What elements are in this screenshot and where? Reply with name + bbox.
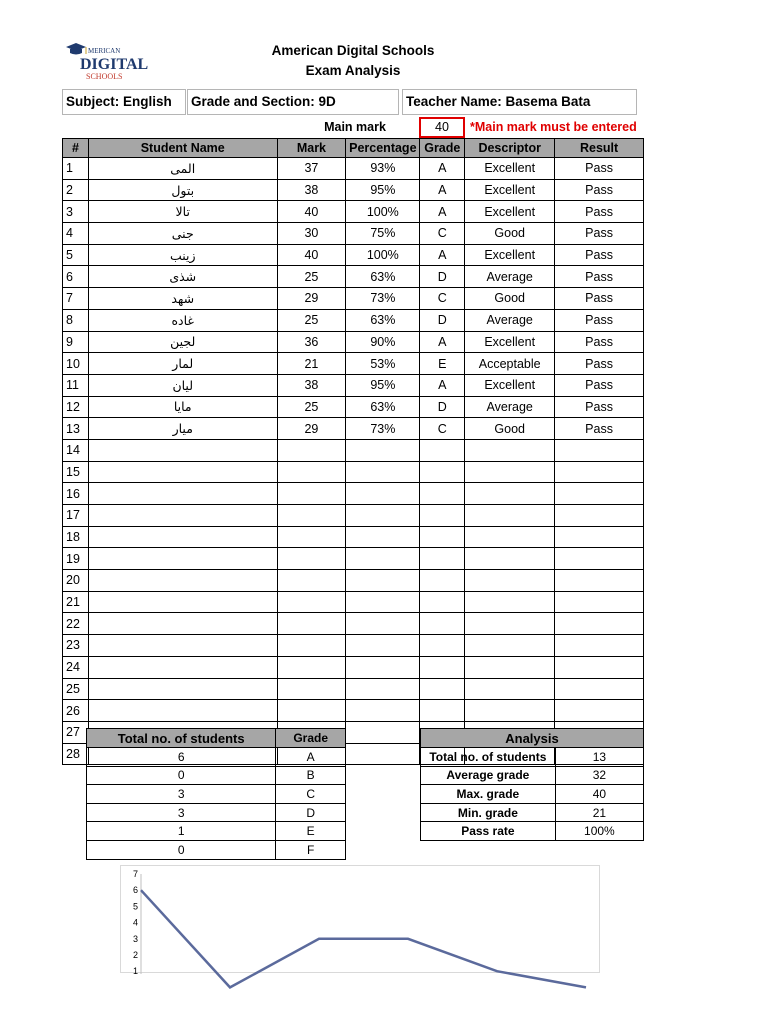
school-logo [64,42,149,82]
cell-student-name[interactable] [88,635,277,657]
table-row [63,570,644,592]
table-row [63,223,644,245]
cell-number[interactable]: 22 [63,613,89,635]
cell-number[interactable]: 19 [63,548,89,570]
analysis-label: Min. grade [421,803,556,822]
cell-student-name[interactable]: جنى [88,223,277,245]
cell-mark[interactable] [277,548,346,570]
table-row [63,374,644,396]
cell-grade[interactable]: A [420,331,465,353]
cell-number[interactable]: 21 [63,591,89,613]
cell-descriptor[interactable]: Excellent [465,331,555,353]
cell-number[interactable]: 26 [63,700,89,722]
cell-number[interactable]: 25 [63,678,89,700]
cell-grade[interactable] [420,678,465,700]
cell-grade[interactable]: D [420,309,465,331]
cell-mark[interactable]: 37 [277,158,346,180]
cell-student-name[interactable]: تالا [88,201,277,223]
cell-student-name[interactable] [88,526,277,548]
cell-percentage[interactable]: 100% [346,244,420,266]
school-name: American Digital Schools [271,43,435,58]
cell-percentage[interactable] [346,461,420,483]
cell-grade[interactable] [420,700,465,722]
cell-descriptor[interactable]: Acceptable [465,353,555,375]
distribution-grade: E [276,822,346,841]
cell-grade[interactable] [420,613,465,635]
cell-student-name[interactable]: مايا [88,396,277,418]
logo-text-bottom: SCHOOLS [86,72,123,81]
cell-student-name[interactable] [88,439,277,461]
cell-result[interactable]: Pass [555,266,644,288]
cell-student-name[interactable]: ليان [88,374,277,396]
analysis-row [421,822,644,841]
cell-student-name[interactable]: زينب [88,244,277,266]
analysis-title: Analysis [421,729,644,748]
cell-result[interactable] [555,483,644,505]
cell-grade[interactable]: D [420,266,465,288]
cell-percentage[interactable]: 63% [346,266,420,288]
cell-student-name[interactable]: المى [88,158,277,180]
cell-mark[interactable] [277,591,346,613]
analysis-label: Max. grade [421,785,556,804]
cell-mark[interactable]: 30 [277,223,346,245]
analysis-row [421,766,644,785]
cell-result[interactable] [555,656,644,678]
cell-student-name[interactable]: شهد [88,288,277,310]
distribution-count: 3 [87,803,276,822]
cell-grade[interactable] [420,548,465,570]
cell-percentage[interactable] [346,548,420,570]
cell-result[interactable] [555,700,644,722]
cell-student-name[interactable] [88,570,277,592]
table-row [63,526,644,548]
cell-descriptor[interactable] [465,483,555,505]
cell-grade[interactable]: C [420,418,465,440]
cell-grade[interactable]: A [420,244,465,266]
page-title: Exam Analysis [305,63,401,78]
cell-result[interactable]: Pass [555,244,644,266]
cell-mark[interactable]: 38 [277,179,346,201]
cell-percentage[interactable]: 75% [346,223,420,245]
cell-mark[interactable] [277,570,346,592]
main-mark-input[interactable]: 40 [419,117,465,138]
cell-percentage[interactable]: 53% [346,353,420,375]
cell-number[interactable]: 13 [63,418,89,440]
cell-percentage[interactable] [346,678,420,700]
cell-grade[interactable]: C [420,223,465,245]
analysis-header-row [421,729,644,748]
cell-percentage[interactable]: 63% [346,396,420,418]
table-row [63,244,644,266]
cell-number[interactable]: 7 [63,288,89,310]
analysis-row [421,803,644,822]
cell-result[interactable] [555,591,644,613]
header-student-name: Student Name [88,139,277,158]
distribution-count: 0 [87,840,276,859]
cell-mark[interactable] [277,505,346,527]
cell-result[interactable] [555,613,644,635]
cell-number[interactable]: 8 [63,309,89,331]
analysis-value: 100% [555,822,643,841]
table-row [63,548,644,570]
distribution-grade: F [276,840,346,859]
cell-descriptor[interactable]: Average [465,396,555,418]
distribution-count: 1 [87,822,276,841]
cell-result[interactable]: Pass [555,158,644,180]
cell-number[interactable]: 24 [63,656,89,678]
cell-percentage[interactable] [346,526,420,548]
distribution-header-grade: Grade [276,729,346,748]
cell-percentage[interactable] [346,656,420,678]
cell-number[interactable]: 20 [63,570,89,592]
cell-number[interactable]: 2 [63,179,89,201]
cell-grade[interactable]: A [420,201,465,223]
table-row [63,461,644,483]
cell-descriptor[interactable]: Excellent [465,201,555,223]
cell-mark[interactable] [277,461,346,483]
cell-student-name[interactable] [88,700,277,722]
grade-section-field[interactable]: Grade and Section: 9D [187,89,399,115]
table-row [63,201,644,223]
header-grade: Grade [420,139,465,158]
table-row [63,505,644,527]
cell-grade[interactable]: D [420,396,465,418]
logo-text-main: DIGITAL [80,56,149,73]
cell-mark[interactable] [277,483,346,505]
table-row [63,613,644,635]
cell-result[interactable] [555,526,644,548]
cell-grade[interactable] [420,483,465,505]
distribution-grade: C [276,785,346,804]
cell-student-name[interactable] [88,483,277,505]
cell-percentage[interactable] [346,505,420,527]
cell-mark[interactable]: 25 [277,266,346,288]
teacher-name-field[interactable]: Teacher Name: Basema Bata [402,89,637,115]
table-header-row [63,139,644,158]
cell-descriptor[interactable] [465,505,555,527]
cell-result[interactable]: Pass [555,201,644,223]
cell-grade[interactable]: A [420,179,465,201]
cell-mark[interactable] [277,656,346,678]
cell-number[interactable]: 10 [63,353,89,375]
cell-student-name[interactable]: لجين [88,331,277,353]
cell-number[interactable]: 12 [63,396,89,418]
analysis-label: Pass rate [421,822,556,841]
table-row [63,353,644,375]
cell-number[interactable]: 16 [63,483,89,505]
cell-mark[interactable]: 25 [277,309,346,331]
logo-text-top: MERICAN [88,47,121,55]
header-number: # [63,139,89,158]
cell-descriptor[interactable] [465,591,555,613]
cell-mark[interactable] [277,526,346,548]
distribution-header-row [87,729,346,748]
cell-grade[interactable]: C [420,288,465,310]
cell-number[interactable]: 27 [63,721,89,743]
y-tick-label: 7 [132,869,138,879]
cell-percentage[interactable] [346,721,420,743]
cell-grade[interactable]: A [420,374,465,396]
cell-percentage[interactable]: 95% [346,179,420,201]
cell-percentage[interactable]: 100% [346,201,420,223]
distribution-count: 6 [87,748,276,767]
analysis-value: 40 [555,785,643,804]
cell-number[interactable]: 28 [63,743,89,765]
cell-descriptor[interactable] [465,656,555,678]
main-mark-note: *Main mark must be entered [470,120,637,134]
header-descriptor: Descriptor [465,139,555,158]
cell-result[interactable] [555,439,644,461]
cell-percentage[interactable]: 73% [346,288,420,310]
header-result: Result [555,139,644,158]
table-row [63,483,644,505]
cell-percentage[interactable] [346,613,420,635]
cell-mark[interactable] [277,700,346,722]
cell-mark[interactable]: 40 [277,244,346,266]
analysis-value: 32 [555,766,643,785]
cell-descriptor[interactable]: Excellent [465,374,555,396]
cell-grade[interactable] [420,591,465,613]
analysis-value: 21 [555,803,643,822]
table-row [63,700,644,722]
y-tick-label: 1 [132,966,138,977]
cell-descriptor[interactable] [465,700,555,722]
cell-student-name[interactable] [88,678,277,700]
cell-result[interactable] [555,505,644,527]
cell-number[interactable]: 15 [63,461,89,483]
cell-descriptor[interactable] [465,678,555,700]
cell-descriptor[interactable] [465,526,555,548]
table-row [63,418,644,440]
cell-student-name[interactable] [88,656,277,678]
analysis-label: Total no. of students [421,748,556,767]
cell-grade[interactable] [420,461,465,483]
y-tick-label: 3 [132,933,138,944]
cell-mark[interactable]: 29 [277,418,346,440]
cell-descriptor[interactable]: Excellent [465,179,555,201]
cell-result[interactable] [555,678,644,700]
cell-student-name[interactable] [88,548,277,570]
cell-grade[interactable] [420,505,465,527]
cell-descriptor[interactable]: Average [465,309,555,331]
y-tick-label: 6 [132,885,138,896]
y-tick-label: 2 [132,950,138,960]
cell-student-name[interactable]: غاده [88,309,277,331]
cell-number[interactable]: 1 [63,158,89,180]
cell-percentage[interactable] [346,591,420,613]
cell-percentage[interactable] [346,700,420,722]
cell-grade[interactable] [420,656,465,678]
header-mark: Mark [277,139,346,158]
cell-result[interactable]: Pass [555,418,644,440]
table-row [63,591,644,613]
cell-percentage[interactable]: 95% [346,374,420,396]
cell-result[interactable]: Pass [555,179,644,201]
table-row [63,331,644,353]
cell-number[interactable]: 3 [63,201,89,223]
cell-grade[interactable] [420,439,465,461]
table-row [63,266,644,288]
cell-number[interactable]: 6 [63,266,89,288]
cell-percentage[interactable]: 63% [346,309,420,331]
cell-student-name[interactable] [88,461,277,483]
table-row [63,396,644,418]
cell-mark[interactable]: 25 [277,396,346,418]
distribution-row [87,803,346,822]
grade-chart-svg [121,866,601,977]
cell-result[interactable] [555,461,644,483]
cell-grade[interactable]: E [420,353,465,375]
distribution-count: 3 [87,785,276,804]
cell-percentage[interactable] [346,483,420,505]
cell-grade[interactable] [420,526,465,548]
cell-number[interactable]: 14 [63,439,89,461]
main-mark-label: Main mark [324,120,386,134]
cell-mark[interactable] [277,635,346,657]
y-tick-label: 5 [132,901,138,912]
cell-descriptor[interactable] [465,635,555,657]
cell-grade[interactable] [420,635,465,657]
cell-descriptor[interactable]: Excellent [465,158,555,180]
cell-mark[interactable]: 40 [277,201,346,223]
y-tick-label: 4 [132,917,138,928]
distribution-header-total: Total no. of students [87,729,276,748]
cell-percentage[interactable]: 90% [346,331,420,353]
cell-descriptor[interactable] [465,570,555,592]
cell-number[interactable]: 23 [63,635,89,657]
distribution-grade: B [276,766,346,785]
distribution-row [87,766,346,785]
cell-mark[interactable]: 38 [277,374,346,396]
distribution-grade: A [276,748,346,767]
distribution-row [87,822,346,841]
cell-result[interactable]: Pass [555,309,644,331]
analysis-label: Average grade [421,766,556,785]
distribution-count: 0 [87,766,276,785]
cell-mark[interactable]: 29 [277,288,346,310]
cell-result[interactable]: Pass [555,374,644,396]
analysis-row [421,748,644,767]
table-row [63,158,644,180]
cell-result[interactable] [555,570,644,592]
cell-percentage[interactable] [346,635,420,657]
cell-descriptor[interactable] [465,439,555,461]
table-row [63,179,644,201]
cell-mark[interactable] [277,678,346,700]
cell-grade[interactable]: A [420,158,465,180]
analysis-row [421,785,644,804]
cell-result[interactable]: Pass [555,353,644,375]
cell-percentage[interactable]: 73% [346,418,420,440]
cell-number[interactable]: 9 [63,331,89,353]
cell-result[interactable]: Pass [555,288,644,310]
table-row [63,678,644,700]
cell-result[interactable]: Pass [555,331,644,353]
cell-mark[interactable] [277,613,346,635]
table-row [63,439,644,461]
table-row [63,288,644,310]
cell-descriptor[interactable]: Good [465,418,555,440]
cell-descriptor[interactable] [465,613,555,635]
cell-student-name[interactable]: شذى [88,266,277,288]
distribution-row [87,748,346,767]
distribution-grade: D [276,803,346,822]
cell-student-name[interactable] [88,591,277,613]
cell-result[interactable] [555,548,644,570]
cell-percentage[interactable] [346,570,420,592]
cell-student-name[interactable]: بتول [88,179,277,201]
cell-percentage[interactable]: 93% [346,158,420,180]
cell-descriptor[interactable]: Excellent [465,244,555,266]
cell-number[interactable]: 5 [63,244,89,266]
table-row [63,635,644,657]
cell-result[interactable]: Pass [555,396,644,418]
cell-number[interactable]: 17 [63,505,89,527]
cell-grade[interactable] [420,570,465,592]
analysis-value: 13 [555,748,643,767]
cell-descriptor[interactable] [465,461,555,483]
cell-mark[interactable]: 36 [277,331,346,353]
student-table [62,138,644,765]
distribution-row [87,840,346,859]
cell-mark[interactable]: 21 [277,353,346,375]
cell-student-name[interactable]: لمار [88,353,277,375]
cell-student-name[interactable] [88,505,277,527]
analysis-table [420,728,644,841]
subject-field[interactable]: Subject: English [62,89,186,115]
table-row [63,656,644,678]
header-percentage: Percentage [346,139,420,158]
cell-percentage[interactable] [346,743,420,765]
cell-descriptor[interactable]: Average [465,266,555,288]
cell-number[interactable]: 11 [63,374,89,396]
table-row [63,309,644,331]
cell-number[interactable]: 18 [63,526,89,548]
cell-mark[interactable] [277,439,346,461]
distribution-row [87,785,346,804]
cell-number[interactable]: 4 [63,223,89,245]
grade-chart [120,865,600,977]
cell-student-name[interactable] [88,613,277,635]
cell-result[interactable] [555,635,644,657]
cell-descriptor[interactable] [465,548,555,570]
grade-distribution-table [86,728,346,860]
cell-percentage[interactable] [346,439,420,461]
page-header [200,41,506,81]
series-line [141,890,586,987]
cell-result[interactable]: Pass [555,223,644,245]
cell-student-name[interactable]: ميار [88,418,277,440]
cell-descriptor[interactable]: Good [465,288,555,310]
cell-descriptor[interactable]: Good [465,223,555,245]
